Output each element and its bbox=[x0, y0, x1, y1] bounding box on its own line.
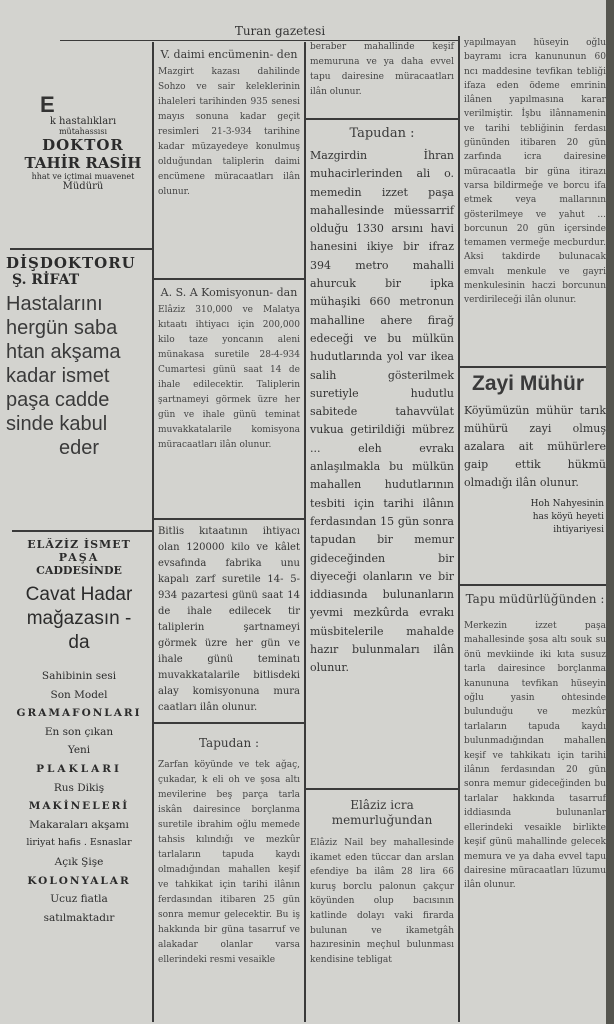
shop-item: En son çıkan bbox=[44, 725, 114, 738]
dentist-line: paşa cadde bbox=[6, 389, 110, 411]
notice-title: Tapu müdürlüğünden : bbox=[465, 592, 605, 606]
zayi-signature: ihtiyariyesi bbox=[553, 525, 604, 535]
dentist-line: sinde kabul bbox=[6, 413, 108, 435]
notice-body: Elâziz Nail bey mahallesinde ikamet eden tüccar dan arslan efendiye ba ilâm 28 lira 66 kuruş borclu palonun çakçur köyünden olup bacısının katlinde dolayı vaki firarda bulunan ve ikametgâh hazıresinin meçhul bulunması kendisine tebligat bbox=[310, 838, 454, 965]
notice-komisyon bbox=[154, 284, 304, 514]
shop-item: MAKİNELERİ bbox=[28, 800, 130, 813]
notice-title: Elâziz icra memurluğundan bbox=[331, 798, 433, 827]
doctor-name: TAHİR RASİH bbox=[24, 154, 142, 172]
notice-odeme bbox=[460, 36, 610, 364]
doctor-ad bbox=[4, 70, 150, 248]
dentist-ad bbox=[6, 254, 152, 524]
shop-name: Cavat Hadar bbox=[25, 584, 133, 605]
notice-body: Bitlis kıtaatının ihtiyacı olan 120000 kilo ve kâlet evsafında fabrika unu kapalı zarf suretile 14- 5- 934 pazartesi günü saat 14 de ihale edilecek tir taliplerin şartnameyi görmek üzre her gün ve ihale günü teminatı muvakkatalarile bitlisdeki alay komisyonuna mura caatları ilân olunur. bbox=[158, 526, 300, 713]
notice-body: Merkezin izzet paşa mahallesinde şosa altı souk su önü mevkiinde iki kıta susuz tarla dairesince borçlanma kanununa tevfikan hüseyin oğlu yasin ohtesinde bulunduğu ve mezkûr tarlaların tapuda kaydı bulunmadığından mahallen keşif ve tahkikatı için tarihi ilânın ferdasından 20 gün sonra memur gideceğinden bu tarlalar hakkında tasarruf iddiasında bulunanlar ellerindeki vesaikle birlikte keşif günü mahallinde gelecek memura ve ya daha evvel tapu dairesine müracaatları lüzumu ilân olunur. bbox=[464, 621, 606, 891]
doctor-ad-letter: E bbox=[40, 92, 55, 117]
doctor-specialist: mütahassısı bbox=[58, 127, 108, 136]
notice-tapu-mazgirt bbox=[306, 124, 458, 784]
shop-item: KOLONYALAR bbox=[27, 874, 131, 887]
shop-item: Rus Dikiş bbox=[53, 781, 105, 794]
zayi-muhur-notice bbox=[460, 372, 610, 582]
dentist-line: Hastalarını bbox=[6, 293, 103, 315]
shop-item: GRAMAFONLARI bbox=[16, 707, 142, 720]
shop-name: mağazasın - bbox=[26, 608, 132, 629]
dentist-line: htan akşama bbox=[6, 341, 121, 363]
notice-body: Zarfan köyünde ve tek ağaç, çukadar, k eli oh ve şosa altı mevilerine beş parça tarla iskân dairesince borçlanma suretile ibrahim oğlu memede tahsis kılındığı ve mezkûr tarlaların tapuda kaydı olmadığından mahallen keşif ve tahkikat için tarihi ilânın ferdasından itibaren 25 gün sonra memur gelecektir. Bu iş hakkında bir güna tasarruf ve alakadar olanlar varsa ellerindeki resmi vesaikle bbox=[158, 760, 300, 965]
dentist-name: Ş. RİFAT bbox=[12, 272, 80, 288]
notice-body: Mazgirt kazası dahilinde Sohzo ve sair keleklerinin ihaleleri tarihinden 935 senesi mayıs sonuna kadar geçit resimleri 21-3-934 tarihine kadar müzayedeye konulmuş olduğundan taliplerin daimi encümene müracaatları ilân olunur. bbox=[158, 67, 300, 197]
notice-continued bbox=[306, 40, 458, 116]
shop-address: CADDESİNDE bbox=[36, 564, 122, 577]
shop-address: PAŞA bbox=[58, 551, 100, 564]
zayi-title: Zayi Mühür bbox=[472, 372, 585, 395]
shop-item: Açık Şişe bbox=[54, 855, 104, 868]
shop-item: Makaraları akşamı bbox=[29, 818, 129, 831]
dentist-line: kadar ismet bbox=[6, 365, 110, 387]
shop-item: satılmaktadır bbox=[43, 911, 115, 924]
notice-body: Elâziz 310,000 ve Malatya kıtaatı ihtiyacı için 200,000 kilo taze yoncanın aleni münakasa suretile 28-4-934 Cumartesi günü saat 14 de ihale edilecektir. Taliplerin şartnameyi görmek üzre her gün ve ihale günü teminat muvakkatalarile komisyona müracaatları ilân olunur. bbox=[158, 305, 300, 450]
notice-title: A. S. A Komisyonun- dan bbox=[160, 286, 298, 299]
shop-name: da bbox=[68, 632, 90, 653]
notice-body: yapılmayan hüseyin oğlu bayramı icra kanununun 60 ncı maddesine tevfikan tebliği ifaza eden ödeme emrinin ilânen yapılmasına karar verilmiştir. İşbu ilânnamenin ve tarihi tebliğinin ferdası gününden itibaren 20 gün zarfında icra dairesine müracaatla bir güna itirazı varsa bildirmeğe ve borcu ifa etmek veya mallarının gösterilmeye ve yahut ... borcunun 20 gün içersinde temamen vermeğe mecburdur. Aksi takdirde bulunacak emvalı menkule ve gayri menkulesinin haczi borcunun verdirileceği ilân olunur. bbox=[464, 38, 606, 306]
notice-body: beraber mahallinde keşif memuruna ve ya daha evvel tapu dairesine müracaatları ilân olunur. bbox=[310, 42, 454, 97]
notice-icra bbox=[306, 796, 458, 1020]
doctor-title: DOKTOR bbox=[42, 136, 124, 154]
shop-item: Sahibinin sesi bbox=[41, 670, 117, 682]
notice-tapu-mudurlugu bbox=[460, 590, 610, 1020]
shop-item: Ucuz fiatla bbox=[50, 893, 108, 906]
shop-item: Son Model bbox=[50, 688, 108, 701]
notice-title: V. daimi encümenin- den bbox=[160, 48, 298, 61]
notice-body: Mazgirdin İhran muhacirlerinden ali o. memedin izzet paşa mahallesinde müessarrif olduğu 1330 arsını havi hanesini ikiye bir ifraz 394 metro mahalli ahurcuk bir ipka mühaşiki 660 metronun mahalline ahere firağ edeceği ve bu mülkün hudutlarında yol var ikea salih gösterilmek suretiyle hudutlu sabitede tahavvülat vukua getirildiği mübrez ... eleh evrakı anlaşılmakla bu mülkün mahallen hudutlarının tesbiti için tarihi ilânın ferdasından 15 gün sonra tapudan bir memur gideceğinden bir diyeceği olanların ve bir iddiasında bulunanların yevmi mezkûrda evrakı müsbitelerile mahalde hazır bulunmaları ilân olunur. bbox=[310, 149, 454, 675]
notice-encumen bbox=[154, 46, 304, 274]
dentist-line: eder bbox=[58, 437, 100, 459]
page-edge bbox=[606, 0, 614, 1024]
shop-item: liriyat hafis . Esnaslar bbox=[26, 837, 132, 849]
doctor-specialty: k hastalıkları bbox=[49, 116, 117, 127]
dentist-line: hergün saba bbox=[6, 317, 118, 339]
notice-title: Tapudan : bbox=[349, 126, 415, 141]
shop-item: Yeni bbox=[67, 744, 91, 757]
shop-item: PLAKLARI bbox=[36, 762, 122, 775]
doctor-dept: hhat ve içtimai muavenet bbox=[31, 172, 135, 181]
notice-title: Tapudan : bbox=[198, 736, 260, 750]
shop-ad bbox=[6, 538, 152, 1018]
zayi-signature: Hoh Nahyesinin bbox=[530, 499, 604, 509]
shop-address: ELÂZİZ İSMET bbox=[27, 538, 131, 551]
doctor-role: Müdürü bbox=[62, 181, 104, 192]
dentist-title: DİŞDOKTORU bbox=[6, 254, 136, 272]
notice-bitlis bbox=[154, 524, 304, 720]
zayi-signature: has köyü heyeti bbox=[532, 512, 604, 522]
zayi-body: Köyümüzün mühür tarık mühürü zayi olmuş azalara ait mühürlere gaip ettik hükmü olmadığı ilân olunur. bbox=[464, 404, 606, 489]
notice-tapu-zarfan bbox=[154, 728, 304, 1020]
masthead: Turan gazetesi bbox=[234, 24, 326, 38]
